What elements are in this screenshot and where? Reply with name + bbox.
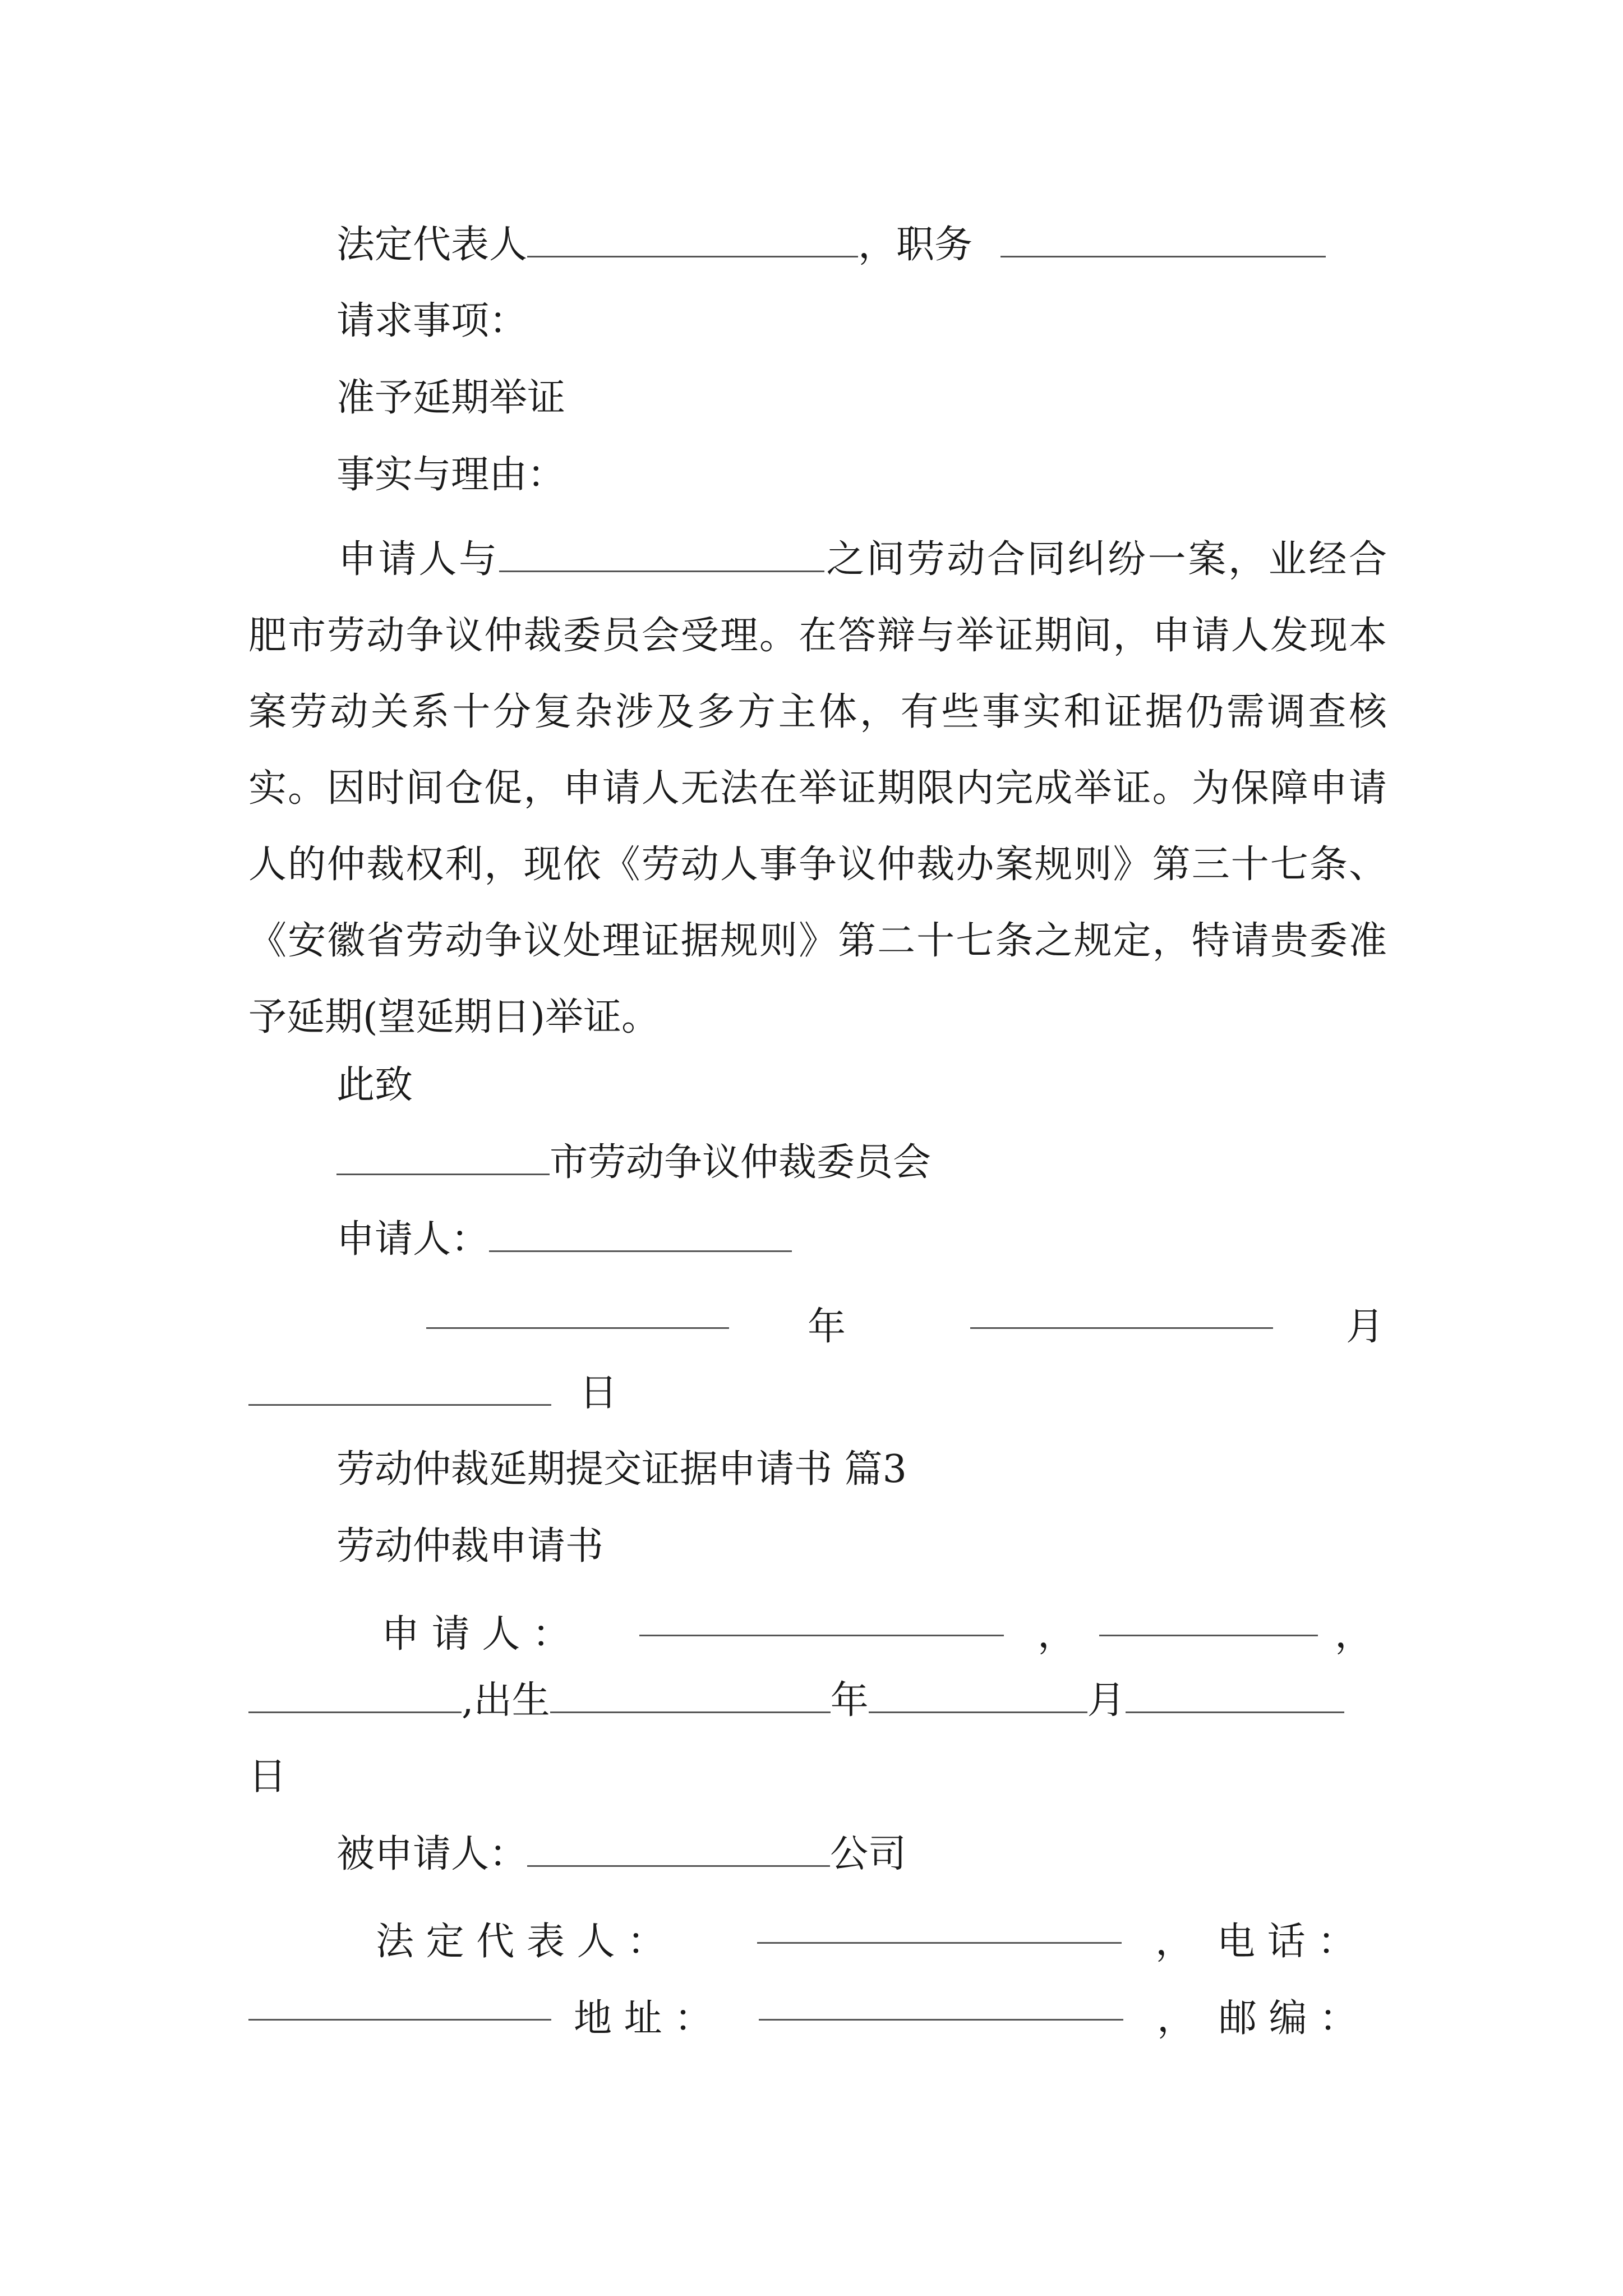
month-label: 月 xyxy=(1346,1305,1385,1349)
applicant2-name-blank xyxy=(639,1595,1004,1636)
birth-month-label: 月 xyxy=(1087,1678,1126,1723)
address-label: 地 址 ： xyxy=(574,1996,713,2041)
birth-day-label: 日 xyxy=(248,1755,287,1799)
legal-rep-label: 法定代表人 xyxy=(336,223,528,267)
respondent-blank xyxy=(527,1826,830,1867)
day-label: 日 xyxy=(579,1371,618,1415)
year-blank xyxy=(426,1288,729,1329)
postcode-label: 邮 编 ： xyxy=(1219,1996,1358,2041)
respondent-rep-label: 法 定 代 表 人 ： xyxy=(376,1920,666,1964)
birth-month-blank xyxy=(869,1672,1087,1713)
committee-name: 市劳动争议仲裁委员会 xyxy=(550,1140,932,1185)
paragraph-start: 申请人与 xyxy=(338,537,499,582)
applicant2-gender-blank xyxy=(1099,1595,1318,1636)
applicant-blank xyxy=(489,1211,792,1252)
position-blank xyxy=(1000,217,1326,257)
date-line xyxy=(426,1288,1385,1349)
legal-rep-blank xyxy=(527,217,858,257)
applicant-sign-line xyxy=(336,1211,792,1267)
address-line xyxy=(248,1980,1398,2041)
respondent-rep-line xyxy=(376,1903,1385,1964)
respondent-label: 被申请人： xyxy=(336,1832,528,1876)
birth-day-blank xyxy=(1126,1672,1344,1713)
respondent-rep-comma: ， xyxy=(1155,1920,1194,1964)
month-blank xyxy=(970,1288,1273,1329)
birth-year-label: 年 xyxy=(830,1678,869,1723)
position-label: ，职务 xyxy=(858,223,973,267)
city-blank xyxy=(336,1134,550,1175)
respondent-line xyxy=(336,1826,906,1882)
facts-heading: 事实与理由： xyxy=(336,453,566,497)
document-title: 劳动仲裁申请书 xyxy=(336,1524,604,1568)
day-blank xyxy=(248,1365,551,1406)
committee-line xyxy=(336,1134,931,1190)
company-label: 公司 xyxy=(830,1832,907,1876)
applicant2-comma1: ， xyxy=(1038,1612,1076,1657)
request-heading: 请求事项： xyxy=(336,299,528,343)
party-blank xyxy=(499,531,824,572)
day-line xyxy=(248,1365,617,1421)
request-item: 准予延期举证 xyxy=(336,376,566,420)
facts-paragraph xyxy=(248,522,1387,1056)
birth-line xyxy=(248,1672,1344,1728)
legal-rep-line xyxy=(336,217,1326,273)
section-title: 劳动仲裁延期提交证据申请书 篇3 xyxy=(336,1447,907,1492)
address-comma: ， xyxy=(1157,1996,1196,2041)
year-label: 年 xyxy=(808,1305,846,1349)
paragraph-body: 之间劳动合同纠纷一案，业经合肥市劳动争议仲裁委员会受理。在答辩与举证期间，申请人发现本案劳动关系十分复杂涉及多方主体，有些事实和证据仍需调查核实。因时间仓促，申请人无法在举证期限内完成举证。为保障申请人的仲裁权利，现依《劳动人事争议仲裁办案规则》第三十七条、《安徽省劳动争议处理证据规则》第二十七条之规定，特请贵委准予延期(望延期日)举证。 xyxy=(248,537,1387,1039)
birth-year-blank xyxy=(550,1672,831,1713)
ethnicity-blank xyxy=(248,1672,462,1713)
applicant2-label: 申 请 人 ： xyxy=(381,1612,570,1657)
applicant2-comma2: ， xyxy=(1335,1612,1373,1657)
phone-blank xyxy=(248,1980,551,2021)
respondent-rep-blank xyxy=(757,1903,1122,1944)
born-label: ,出生 xyxy=(462,1678,550,1723)
phone-label: 电 话 ： xyxy=(1217,1920,1356,1964)
address-blank xyxy=(759,1980,1123,2021)
salutation: 此致 xyxy=(336,1063,413,1107)
applicant-label: 申请人： xyxy=(336,1217,490,1262)
applicant2-line xyxy=(381,1595,1391,1657)
